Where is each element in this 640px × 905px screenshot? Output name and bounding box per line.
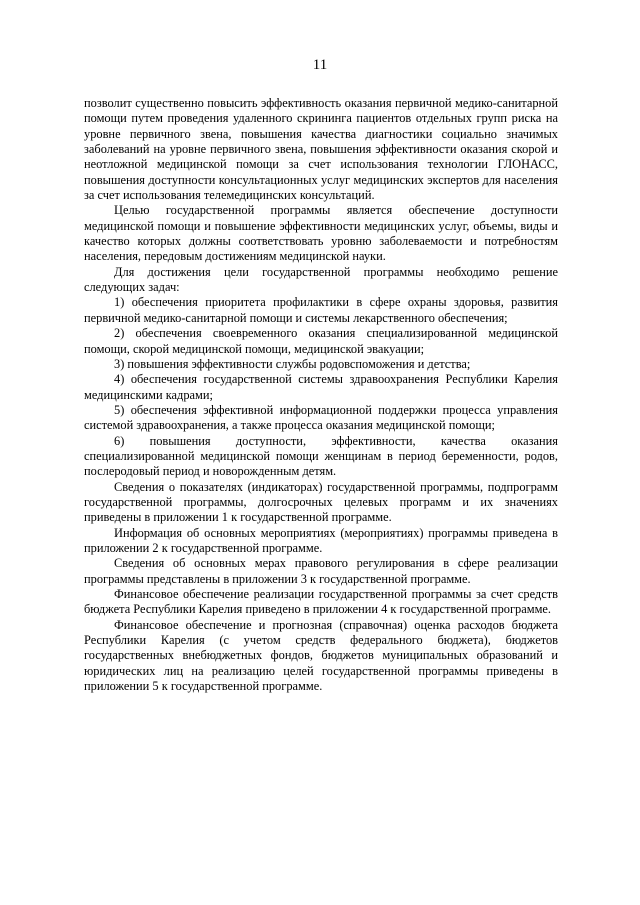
paragraph-indicators: Сведения о показателях (индикаторах) государственной программы, подпрограмм государственной программы, долгосрочных целевых программ и их значениях приведены в приложении 1 к государственной программе.: [84, 479, 558, 525]
document-body: [84, 96, 558, 694]
paragraph-budget-financing: Финансовое обеспечение реализации государственной программы за счет средств бюджета Республики Карелия приведено в приложении 4 к государственной программе.: [84, 587, 558, 617]
task-item-6: 6) повышения доступности, эффективности, качества оказания специализированной медицинской помощи женщинам в период беременности, родов, послеродовый период и новорожденным детям.: [84, 433, 558, 479]
task-item-5: 5) обеспечения эффективной информационной поддержки процесса управления системой здравоохранения, а также процесса оказания медицинской помощи;: [84, 402, 558, 433]
paragraph-program-goal: Целью государственной программы является обеспечение доступности медицинской помощи и повышение эффективности медицинских услуг, объемы, виды и качество которых должны соответствовать уровню заболеваемости и потребностям населения, передовым достижениям медицинской науки.: [84, 203, 558, 264]
paragraph-main-activities: Информация об основных мероприятиях (мероприятиях) программы приведена в приложении 2 к государственной программе.: [84, 525, 558, 555]
task-item-1: 1) обеспечения приоритета профилактики в сфере охраны здоровья, развития первичной медико-санитарной помощи и системы лекарственного обеспечения;: [84, 295, 558, 325]
task-item-4: 4) обеспечения государственной системы здравоохранения Республики Карелия медицинскими кадрами;: [84, 372, 558, 402]
task-item-3: 3) повышения эффективности службы родовспоможения и детства;: [114, 356, 471, 371]
paragraph-intro-continuation: позволит существенно повысить эффективность оказания первичной медико-санитарной помощи путем проведения удаленного скрининга пациентов отдельных групп риска на уровне первичного звена, повышения качества диагностики социально значимых заболеваний на уровне первичного звена, повышения эффективности оказания скорой и неотложной медицинской помощи за счет использования технологии ГЛОНАСС, повышения доступности консультационных услуг медицинских экспертов для населения за счет использования телемедицинских консультаций.: [84, 96, 558, 203]
task-item-2: 2) обеспечения своевременного оказания специализированной медицинской помощи, скорой медицинской помощи, медицинской эвакуации;: [84, 326, 558, 356]
page-number: 11: [312, 57, 328, 73]
paragraph-legal-regulation: Сведения об основных мерах правового регулирования в сфере реализации программы представлены в приложении 3 к государственной программе.: [84, 556, 558, 586]
paragraph-tasks-intro: Для достижения цели государственной программы необходимо решение следующих задач:: [84, 264, 558, 295]
paragraph-forecast-financing: Финансовое обеспечение и прогнозная (справочная) оценка расходов бюджета Республики Карелия (с учетом средств федерального бюджета), бюджетов государственных внебюджетных фондов, бюджетов муниципальных образований и юридических лиц на реализацию целей государственной программы приведены в приложении 5 к государственной программе.: [84, 617, 558, 694]
